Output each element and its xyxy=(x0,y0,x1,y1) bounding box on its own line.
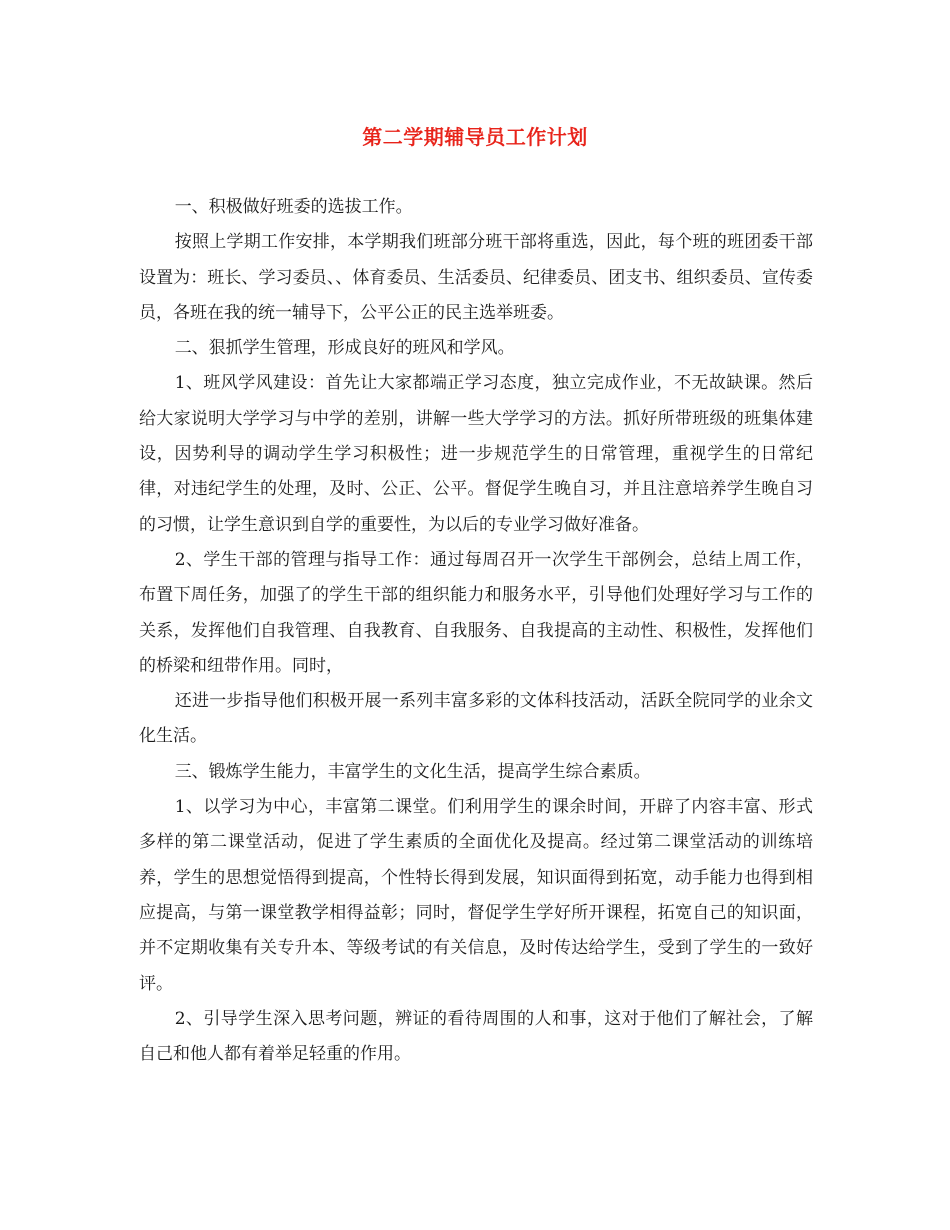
paragraph: 2、学生干部的管理与指导工作：通过每周召开一次学生干部例会，总结上周工作，布置下周任务，加强了的学生干部的组织能力和服务水平，引导他们处理好学习与工作的关系，发挥他们自我管理、自我教育、自我服务、自我提高的主动性、积极性，发挥他们的桥梁和纽带作用。同时， xyxy=(139,549,813,676)
paragraph: 按照上学期工作安排，本学期我们班部分班干部将重选，因此，每个班的班团委干部设置为：班长、学习委员、、体育委员、生活委员、纪律委员、团支书、组织委员、宣传委员，各班在我的统一辅导下，公平公正的民主选举班委。 xyxy=(139,232,813,323)
paragraph: 2、引导学生深入思考问题，辨证的看待周围的人和事，这对于他们了解社会，了解自己和他人都有着举足轻重的作用。 xyxy=(139,1008,813,1065)
section-heading-3: 三、锻炼学生能力，丰富学生的文化生活，提高学生综合素质。 xyxy=(174,761,651,782)
paragraph: 还进一步指导他们积极开展一系列丰富多彩的文体科技活动，活跃全院同学的业余文化生活。 xyxy=(139,691,813,747)
paragraph: 1、以学习为中心，丰富第二课堂。们利用学生的课余时间，开辟了内容丰富、形式多样的第二课堂活动，促进了学生素质的全面优化及提高。经过第二课堂活动的训练培养，学生的思想觉悟得到提高，个性特长得到发展，知识面得到拓宽，动手能力也得到相应提高，与第一课堂教学相得益彰；同时，督促学生学好所开课程，拓宽自己的知识面，并不定期收集有关专升本、等级考试的有关信息，及时传达给学生，受到了学生的一致好评。 xyxy=(139,797,813,994)
section-heading-2: 二、狠抓学生管理，形成良好的班风和学风。 xyxy=(174,338,515,359)
section-heading-1: 一、积极做好班委的选拔工作。 xyxy=(174,197,413,217)
document-body xyxy=(139,190,813,1072)
paragraph: 1、班风学风建设：首先让大家都端正学习态度，独立完成作业，不无故缺课。然后给大家说明大学学习与中学的差别，讲解一些大学学习的方法。抓好所带班级的班集体建设，因势利导的调动学生学习积极性；进一步规范学生的日常管理，重视学生的日常纪律，对违纪学生的处理，及时、公正、公平。督促学生晚自习，并且注意培养学生晚自习的习惯，让学生意识到自学的重要性，为以后的专业学习做好准备。 xyxy=(139,373,813,535)
document-title: 第二学期辅导员工作计划 xyxy=(362,125,588,149)
